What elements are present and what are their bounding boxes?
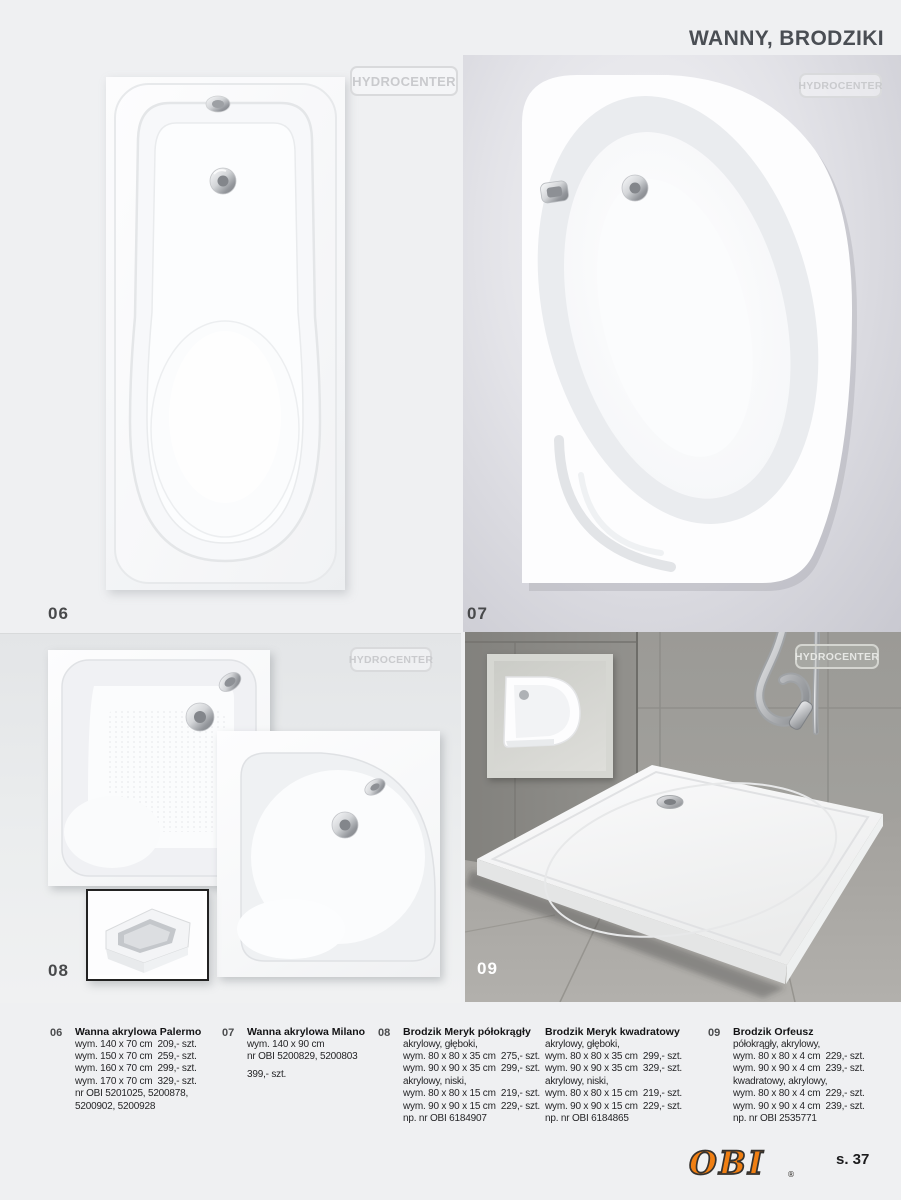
product-spec-line: akrylowy, niski, [545,1075,609,1087]
product-spec-line: półokrągły, akrylowy, [733,1038,821,1050]
product-info-08b [545,1026,682,1125]
product-photo-shower-tray-orfeusz [465,632,901,1002]
obi-logo [686,1141,798,1183]
quarter-round-shower-tray-illustration [217,731,440,977]
product-spec-line: np. nr OBI 6184865 [545,1113,629,1125]
product-title: Wanna akrylowa Milano [247,1026,366,1038]
product-spec-line: wym. 80 x 80 x 4 cm 229,- szt. [733,1088,865,1100]
product-spec-line: wym. 80 x 80 x 15 cm 219,- szt. [403,1088,540,1100]
product-title: Brodzik Orfeusz [733,1026,814,1038]
product-spec-line: wym. 90 x 90 x 15 cm 229,- szt. [403,1100,540,1112]
hydrocenter-watermark-label: HYDROCENTER [798,79,883,92]
product-spec-line: wym. 90 x 90 x 35 cm 299,- szt. [403,1063,540,1075]
product-details [75,1026,201,1113]
product-details [733,1026,865,1125]
product-photo-bathtub-milano [463,55,901,632]
product-spec-line: wym. 160 x 70 cm 299,- szt. [75,1063,197,1075]
product-spec-line: akrylowy, niski, [403,1075,467,1087]
hydrocenter-watermark-label: HYDROCENTER [348,653,434,666]
product-spec-line: wym. 90 x 90 x 4 cm 239,- szt. [733,1100,865,1112]
product-number: 09 [708,1026,721,1039]
product-spec-line: wym. 150 x 70 cm 259,- szt. [75,1051,197,1062]
corner-bathtub-illustration [463,55,901,632]
product-spec-line: wym. 90 x 90 x 35 cm 329,- szt. [545,1063,682,1075]
product-title: Wanna akrylowa Palermo [75,1026,202,1038]
product-info-07 [222,1026,365,1082]
product-number: 07 [222,1026,235,1039]
registered-mark: ® [787,1170,795,1179]
product-spec-line: akrylowy, głęboki, [545,1038,620,1050]
product-spec-line: wym. 140 x 90 cm [247,1038,325,1050]
product-spec-line: np. nr OBI 2535771 [733,1113,817,1125]
product-spec-line: wym. 140 x 70 cm 209,- szt. [75,1038,197,1050]
hydrocenter-watermark-badge [799,73,882,98]
corner-tray-3d-inset-photo [86,889,209,981]
product-spec-line: np. nr OBI 6184907 [403,1113,487,1125]
photo-label-07: 07 [467,604,488,623]
hydrocenter-watermark-badge [795,644,879,669]
obi-logo-text: OBI [689,1144,765,1182]
product-spec-line: nr OBI 5200829, 5200803 [247,1051,358,1062]
photo-label-06: 06 [48,604,69,623]
hydrocenter-watermark-label: HYDROCENTER [352,73,456,89]
product-title: Brodzik Meryk półokrągły [403,1026,531,1038]
product-spec-line: 399,- szt. [247,1069,287,1081]
quarter-tray-inset-photo [487,654,613,778]
hydrocenter-watermark-label: HYDROCENTER [794,650,880,663]
product-info-09 [708,1026,865,1125]
page-number: s. 37 [836,1151,870,1168]
product-number: 06 [50,1026,63,1039]
quarter-round-shower-tray-photo [217,731,440,977]
product-spec-line: wym. 80 x 80 x 35 cm 275,- szt. [403,1051,540,1062]
product-spec-line: wym. 80 x 80 x 4 cm 229,- szt. [733,1051,865,1062]
product-details [545,1026,682,1125]
product-title: Brodzik Meryk kwadratowy [545,1026,680,1038]
photo-label-09: 09 [477,959,498,978]
product-spec-line: wym. 90 x 90 x 15 cm 229,- szt. [545,1100,682,1112]
bathtub-top-view-illustration [106,77,345,590]
product-spec-line: 5200902, 5200928 [75,1100,156,1112]
quarter-tray-inset-illustration [494,661,592,757]
product-spec-line: wym. 80 x 80 x 15 cm 219,- szt. [545,1088,682,1100]
product-spec-line: wym. 90 x 90 x 4 cm 239,- szt. [733,1063,865,1075]
photo-label-08: 08 [48,961,69,980]
page-title: WANNY, BRODZIKI [689,27,884,50]
product-spec-line: kwadratowy, akrylowy, [733,1075,828,1087]
product-info-08a [378,1026,540,1125]
product-spec-line: nr OBI 5201025, 5200878, [75,1088,189,1100]
product-details [403,1026,540,1125]
product-info-06 [50,1026,201,1113]
hydrocenter-watermark-badge [350,647,432,672]
product-spec-line: akrylowy, głęboki, [403,1038,478,1050]
product-spec-line: wym. 170 x 70 cm 329,- szt. [75,1075,197,1087]
hydrocenter-watermark-badge [350,66,458,96]
product-photo-bathtub-palermo [106,77,345,590]
product-spec-line: wym. 80 x 80 x 35 cm 299,- szt. [545,1051,682,1062]
corner-tray-3d-illustration [88,891,203,975]
product-details [247,1026,365,1082]
product-number: 08 [378,1026,391,1039]
